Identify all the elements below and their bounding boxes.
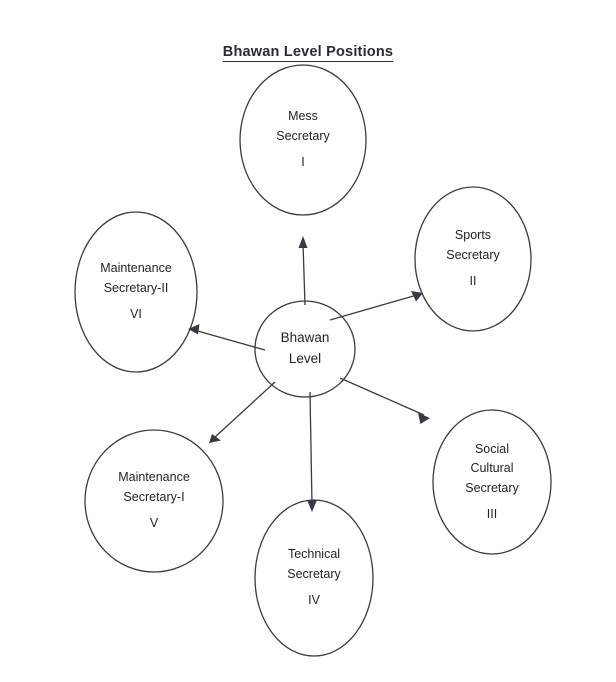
node-number: III xyxy=(486,506,498,521)
node-line-1: Sports xyxy=(454,228,492,243)
node-technical-secretary[interactable] xyxy=(255,500,373,656)
node-number: V xyxy=(149,516,159,531)
node-social-cultural-secretary[interactable] xyxy=(433,410,551,554)
node-mess-secretary[interactable] xyxy=(240,65,366,215)
node-line-1: Mess xyxy=(288,109,318,124)
node-number: II xyxy=(469,274,477,289)
connector-to-mess-secretary xyxy=(303,243,305,305)
node-line-1: Social xyxy=(474,441,510,456)
node-line-1: Technical xyxy=(287,547,341,562)
node-number: VI xyxy=(130,307,142,322)
node-line-2: Secretary-I xyxy=(123,489,185,504)
node-number: I xyxy=(301,155,305,170)
node-line-2: Secretary-II xyxy=(103,280,169,295)
node-number: IV xyxy=(308,593,320,608)
node-maintenance-secretary-2[interactable] xyxy=(67,212,205,372)
node-line-2: Secretary xyxy=(287,566,341,581)
node-maintenance-secretary-1[interactable] xyxy=(85,430,223,572)
node-line-2: Secretary xyxy=(276,128,330,143)
node-sports-secretary[interactable] xyxy=(415,187,531,331)
connector-to-technical-secretary xyxy=(310,392,312,505)
node-line-2: Secretary xyxy=(446,247,500,262)
node-line-2: Cultural xyxy=(470,461,514,476)
node-line-1: Maintenance xyxy=(100,261,172,276)
node-line-3: Secretary xyxy=(465,480,519,495)
page-title: Bhawan Level Positions xyxy=(222,44,394,60)
center-line-1: Bhawan xyxy=(280,330,330,346)
node-center-bhawan-level[interactable] xyxy=(255,301,355,397)
node-line-1: Maintenance xyxy=(118,470,190,485)
center-line-2: Level xyxy=(288,351,322,366)
